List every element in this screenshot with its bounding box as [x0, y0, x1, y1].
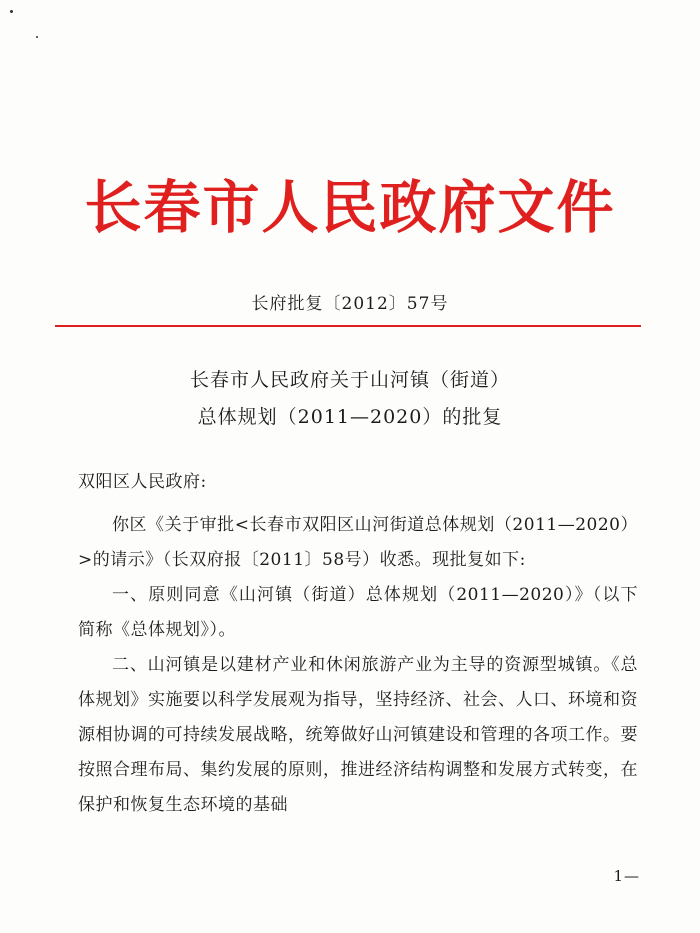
- scan-speck: [36, 36, 38, 38]
- addressee: 双阳区人民政府:: [78, 472, 207, 492]
- red-divider-line: [55, 325, 641, 327]
- document-body: [78, 508, 638, 823]
- document-title-line-1: 长春市人民政府关于山河镇（街道）: [189, 369, 510, 391]
- scan-speck: [10, 10, 13, 13]
- document-header-title: 长春市人民政府文件: [84, 175, 616, 241]
- body-paragraph-1: 你区《关于审批<长春市双阳区山河街道总体规划（2011—2020）>的请示》（长双府报〔2011〕58号）收悉。现批复如下:: [78, 515, 638, 570]
- page-number: 1—: [613, 867, 640, 885]
- document-number: 长府批复〔2012〕57号: [251, 294, 449, 314]
- body-paragraph-3: 二、山河镇是以建材产业和休闲旅游产业为主导的资源型城镇。《总体规划》实施要以科学发展观为指导，坚持经济、社会、人口、环境和资源相协调的可持续发展战略，统筹做好山河镇建设和管理的各项工作。要按照合理布局、集约发展的原则，推进经济结构调整和发展方式转变，在保护和恢复生态环境的基础: [78, 655, 638, 815]
- body-paragraph-2: 一、原则同意《山河镇（街道）总体规划（2011—2020）》（以下简称《总体规划》）。: [78, 585, 638, 640]
- document-title-line-2: 总体规划（2011—2020）的批复: [197, 406, 503, 428]
